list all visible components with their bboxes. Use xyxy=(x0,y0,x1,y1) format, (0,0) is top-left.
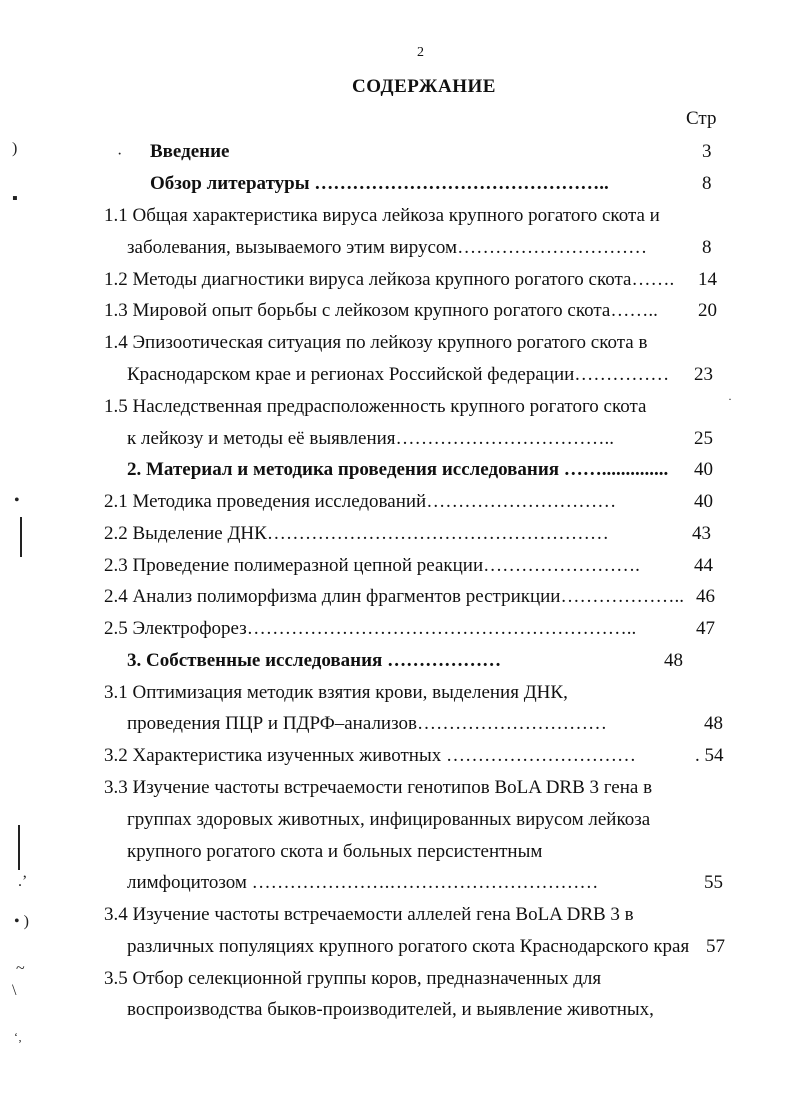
toc-entry-text: 3.4 Изучение частоты встречаемости аллелей гена BoLA DRB 3 в xyxy=(104,904,634,925)
toc-entry-text: 3.5 Отбор селекционной группы коров, предназначенных для xyxy=(104,968,602,989)
toc-entry-page: 14 xyxy=(698,269,717,290)
toc-entry-text: Краснодарском крае и регионах Российской федерации…………… xyxy=(127,364,670,385)
toc-entry-text: воспроизводства быков-производителей, и выявление животных, xyxy=(127,999,654,1020)
toc-entry-page: 3 xyxy=(702,141,712,162)
page-column-label: Стр xyxy=(686,108,717,129)
toc-entry-page: 40 xyxy=(694,491,713,512)
toc-entry-text: 2.2 Выделение ДНК……………………………………………… xyxy=(104,523,609,544)
scan-artifact-mark: ) xyxy=(12,140,18,157)
toc-entry-text: 3. Собственные исследования ……………… xyxy=(127,650,502,671)
toc-entry-text: к лейкозу и методы её выявления…………………………….. xyxy=(127,428,615,449)
toc-entry-page: 8 xyxy=(702,173,712,194)
toc-entry-text: 2.3 Проведение полимеразной цепной реакции……………………. xyxy=(104,555,640,576)
toc-entry-text: 1.5 Наследственная предрасположенность крупного рогатого скота xyxy=(104,396,647,417)
page-number: 2 xyxy=(417,45,424,60)
scan-artifact-mark: ~ xyxy=(16,960,25,977)
toc-entry-text: 2.4 Анализ полиморфизма длин фрагментов рестрикции……………….. xyxy=(104,586,684,607)
toc-entry-text: 3.2 Характеристика изученных животных ………………………… xyxy=(104,745,636,766)
toc-entry-page: 23 xyxy=(694,364,713,385)
toc-entry-text: заболевания, вызываемого этим вирусом………………………… xyxy=(127,237,648,258)
toc-entry-text: 1.1 Общая характеристика вируса лейкоза крупного рогатого скота и xyxy=(104,205,660,226)
toc-entry-text: Введение xyxy=(150,141,230,162)
toc-entry-text: различных популяциях крупного рогатого скота Краснодарского края xyxy=(127,936,690,957)
toc-entry-text: 3.3 Изучение частоты встречаемости генотипов BoLA DRB 3 гена в xyxy=(104,777,653,798)
toc-entry-text: 2.1 Методика проведения исследований………………………… xyxy=(104,491,617,512)
toc-entry-page: 25 xyxy=(694,428,713,449)
scan-artifact-mark: ▪ xyxy=(12,190,18,207)
scan-artifact-mark: ‘‚ xyxy=(14,1030,22,1044)
page-title: СОДЕРЖАНИЕ xyxy=(352,76,496,97)
scan-artifact-mark: · xyxy=(728,392,732,406)
toc-entry-page: 48 xyxy=(664,650,683,671)
toc-entry-text: 1.3 Мировой опыт борьбы с лейкозом крупного рогатого скота…….. xyxy=(104,300,658,321)
bullet-mark: · xyxy=(117,146,123,163)
toc-entry-text: 2. Материал и методика проведения исследования …….............. xyxy=(127,459,669,480)
toc-entry-page: 46 xyxy=(696,586,715,607)
toc-entry-text: 1.2 Методы диагностики вируса лейкоза крупного рогатого скота……. xyxy=(104,269,675,290)
toc-entry-page: 47 xyxy=(696,618,715,639)
toc-entry-text: лимфоцитозом ………………….…………………………… xyxy=(127,872,599,893)
toc-entry-page: 57 xyxy=(706,936,725,957)
toc-entry-page: 48 xyxy=(704,713,723,734)
toc-entry-text: 3.1 Оптимизация методик взятия крови, выделения ДНК, xyxy=(104,682,568,703)
toc-entry-text: Обзор литературы ……………………………………….. xyxy=(150,173,609,194)
toc-entry-page: 44 xyxy=(694,555,713,576)
toc-entry-page: . 54 xyxy=(695,745,724,766)
toc-entry-page: 40 xyxy=(694,459,713,480)
scan-artifact-bar xyxy=(20,517,22,557)
toc-entry-text: группах здоровых животных, инфицированных вирусом лейкоза xyxy=(127,809,651,830)
toc-entry-page: 55 xyxy=(704,872,723,893)
toc-entry-page: 43 xyxy=(692,523,711,544)
toc-entry-page: 20 xyxy=(698,300,717,321)
scan-artifact-mark: • xyxy=(14,492,20,509)
toc-entry-text: проведения ПЦР и ПДРФ–анализов………………………… xyxy=(127,713,607,734)
toc-entry-text: 2.5 Электрофорез…………………………………………………….. xyxy=(104,618,637,639)
toc-entry-page: 8 xyxy=(702,237,712,258)
toc-entry-text: 1.4 Эпизоотическая ситуация по лейкозу крупного рогатого скота в xyxy=(104,332,648,353)
scan-artifact-mark: .’ xyxy=(18,873,28,890)
scan-artifact-bar xyxy=(18,825,20,870)
scan-artifact-mark: \ xyxy=(12,982,17,999)
scan-artifact-mark: • ) xyxy=(14,913,29,930)
toc-entry-text: крупного рогатого скота и больных персистентным xyxy=(127,841,543,862)
